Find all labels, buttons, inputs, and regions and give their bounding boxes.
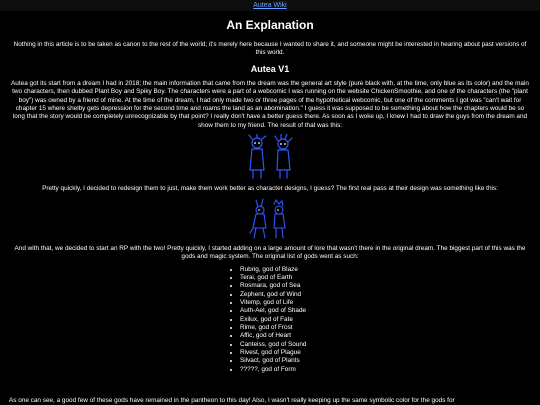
v1-paragraph-2: Pretty quickly, I decided to redesign them to just, make them work better as character designs, I guess? The first real pass at their design was something like this:: [42, 185, 498, 193]
top-nav: [0, 0, 540, 11]
dream-sketch-image: [235, 134, 305, 180]
gods-list-item: • Exilux, god of Fate: [240, 316, 540, 324]
section-heading-v1: Autea V1: [250, 63, 290, 74]
gods-list: [240, 266, 540, 374]
gods-list-item: • Silvact, god of Plants: [240, 357, 540, 365]
gods-list-item: • Terai, god of Earth: [240, 274, 540, 282]
gods-list-item: • Zephent, god of Wind: [240, 291, 540, 299]
wiki-home-link[interactable]: Autea Wiki: [253, 1, 287, 9]
gods-list-item: • Canteiss, god of Sound: [240, 341, 540, 349]
gods-list-item: • Rivest, god of Plague: [240, 349, 540, 357]
gods-list-item: • Auth-Ael, god of Shade: [240, 307, 540, 315]
gods-list-item: • Vitemp, god of Life: [240, 299, 540, 307]
gods-list-item: • ?????, god of Form: [240, 366, 540, 374]
v1-paragraph-3: And with that, we decided to start an RP with the two! Pretty quickly, I started adding on a large amount of lore that wasn't there in the original dream. The biggest part of this was the gods and magic system. The original list of gods went as such:: [14, 244, 526, 261]
v1-paragraph-4-cutoff: As one can see, a good few of these gods have remained in the pantheon to this day! Also, I wasn't really keeping up the same symbolic color for the gods for: [9, 397, 455, 404]
gods-list-item: • Affic, god of Heart: [240, 332, 540, 340]
page-title: An Explanation: [226, 18, 314, 32]
v1-paragraph-1: Autea got its start from a dream I had in 2018; the main information that came from the dream was the general art style (pure black with, at the time, only blue as its color) and the main two characters, then dubbed Plant Boy and Spiky Boy. The characters were a part of a webcomic I was running on the website ChickenSmoothie, and one of the characters (the "plant boy") was owned by a friend of mine. At the time of the dream, I had only made two or three pages of the hypothetical webcomic, but one of the comments I got was "can't wait for chapter 15 where shelby gets depression for the second time and roams the land as an abomination." I guess it was supposed to be something about how the chapters would be so long that the story would be completely unrecognizable by that point? I really don't have a better guess there. As soon as I woke up, I knew I had to draw the guys from the dream and show them to my friend. The result of that was this:: [11, 79, 529, 129]
gods-list-item: • Rosmara, god of Sea: [240, 282, 540, 290]
dream-sketch-figure: [0, 134, 540, 180]
disclaimer-text: Nothing in this article is to be taken as canon to the rest of the world; it's merely here because I wanted to share it, and someone might be interested in hearing about past versions of this world.: [13, 40, 527, 57]
redesign-sketch-image: [248, 198, 292, 240]
gods-list-item: • Rubrig, god of Blaze: [240, 266, 540, 274]
gods-list-item: • Rime, god of Frost: [240, 324, 540, 332]
redesign-sketch-figure: [0, 198, 540, 240]
